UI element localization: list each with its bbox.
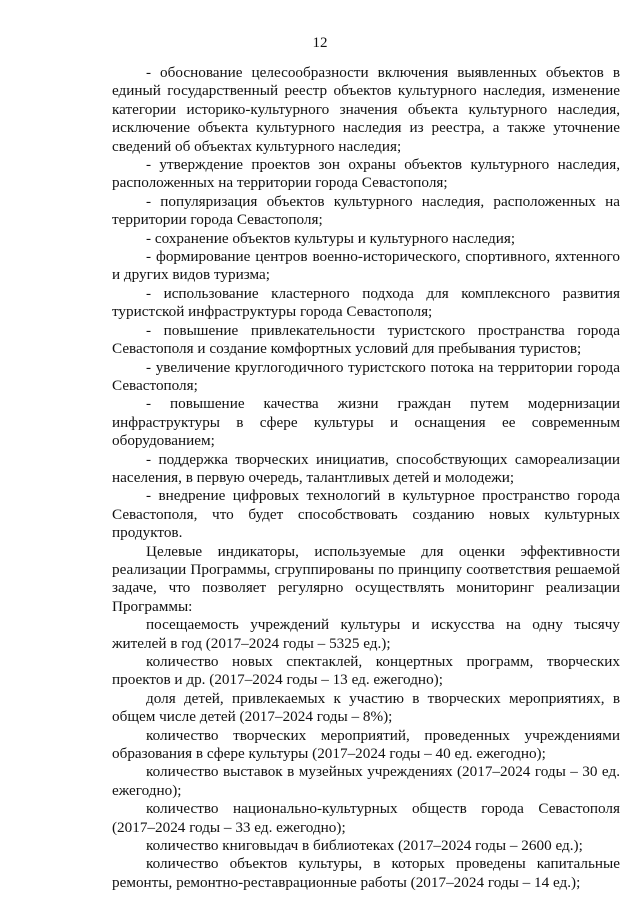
paragraph: - формирование центров военно-исторического, спортивного, яхтенного и других видов туризма; (112, 248, 620, 284)
paragraph: количество объектов культуры, в которых проведены капитальные ремонты, ремонтно-реставрационные работы (2017–2024 годы – 14 ед.); (112, 855, 620, 891)
paragraph: - популяризация объектов культурного наследия, расположенных на территории города Севастополя; (112, 192, 620, 229)
paragraph: количество творческих мероприятий, проведенных учреждениями образования в сфере культуры (2017–2024 годы – 40 ед. ежегодно); (112, 726, 620, 763)
document-body (112, 64, 620, 892)
paragraph: - повышение привлекательности туристского пространства города Севастополя и создание комфортных условий для пребывания туристов; (112, 321, 620, 358)
page-number: 12 (312, 35, 328, 51)
paragraph: количество национально-культурных обществ города Севастополя (2017–2024 годы – 33 ед. ежегодно); (112, 800, 620, 836)
paragraph: - увеличение круглогодичного туристского потока на территории города Севастополя; (112, 358, 620, 394)
paragraph: Целевые индикаторы, используемые для оценки эффективности реализации Программы, сгруппированы по принципу соответствия решаемой задаче, что позволяет регулярно осуществлять мониторинг реализации Программы: (112, 542, 620, 615)
paragraph: - внедрение цифровых технологий в культурное пространство города Севастополя, что будет способствовать созданию новых культурных продуктов. (112, 487, 620, 542)
paragraph: - обоснование целесообразности включения выявленных объектов в единый государственный реестр объектов культурного наследия, изменение категории историко-культурного значения объекта культурного наследия, исключение объекта культурного наследия из реестра, а также уточнение сведений об объектах культурного наследия; (112, 64, 620, 155)
paragraph: - использование кластерного подхода для комплексного развития туристской инфраструктуры города Севастополя; (112, 284, 620, 321)
paragraph: - повышение качества жизни граждан путем модернизации инфраструктуры в сфере культуры и оснащения ее современным оборудованием; (112, 395, 620, 450)
paragraph: - поддержка творческих инициатив, способствующих самореализации населения, в первую очередь, талантливых детей и молодежи; (112, 450, 620, 486)
paragraph: количество книговыдач в библиотеках (2017–2024 годы – 2600 ед.); (146, 837, 583, 855)
paragraph: количество новых спектаклей, концертных программ, творческих проектов и др. (2017–2024 годы – 13 ед. ежегодно); (112, 653, 620, 689)
paragraph: количество выставок в музейных учреждениях (2017–2024 годы – 30 ед. ежегодно); (112, 763, 620, 799)
paragraph: доля детей, привлекаемых к участию в творческих мероприятиях, в общем числе детей (2017–2024 годы – 8%); (112, 689, 620, 726)
paragraph: посещаемость учреждений культуры и искусства на одну тысячу жителей в год (2017–2024 годы – 5325 ед.); (112, 616, 620, 652)
paragraph: - утверждение проектов зон охраны объектов культурного наследия, расположенных на территории города Севастополя; (112, 156, 620, 192)
paragraph: - сохранение объектов культуры и культурного наследия; (146, 229, 516, 247)
